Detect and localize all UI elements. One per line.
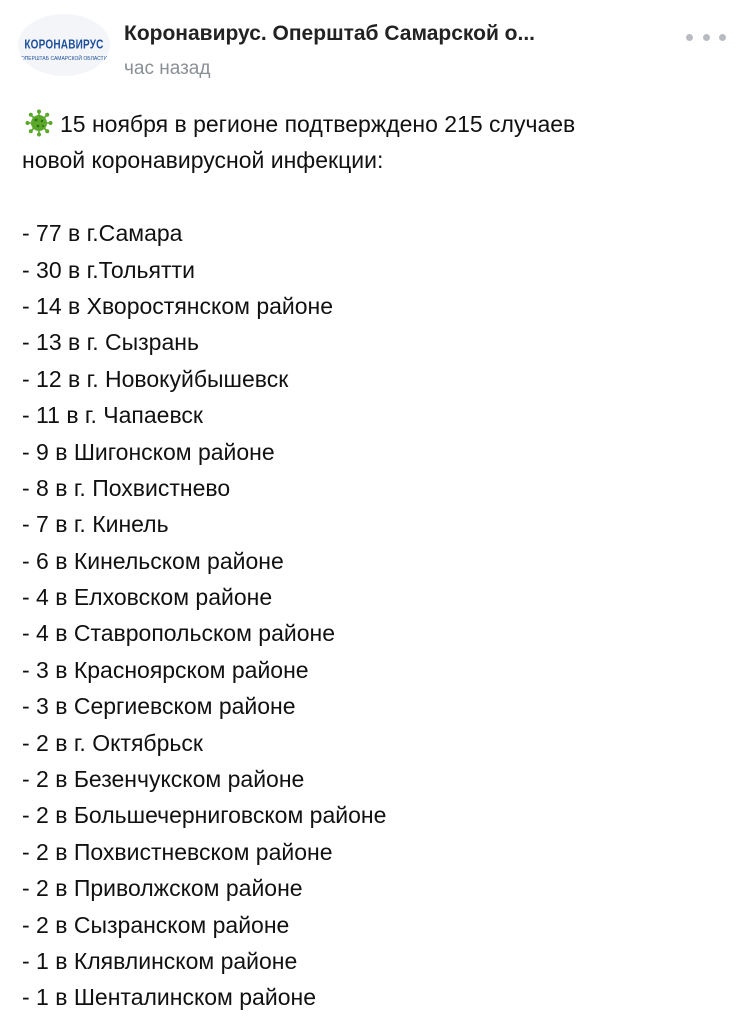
list-item: - 2 в Безенчукском районе (22, 766, 305, 793)
list-item: - 6 в Кинельском районе (22, 547, 284, 574)
list-item: - 3 в Сергиевском районе (22, 693, 296, 720)
post-header (0, 0, 752, 92)
list-item: - 30 в г.Тольятти (22, 256, 195, 283)
list-item: - 2 в Похвистневском районе (22, 838, 333, 865)
more-dot (719, 34, 726, 41)
list-item: - 1 в Клявлинском районе (22, 947, 298, 974)
intro-line-1 (22, 106, 732, 142)
list-item: - 1 в Шенталинском районе (22, 984, 316, 1011)
virus-icon (22, 109, 56, 137)
avatar-logo-title: КОРОНАВИРУС (24, 38, 104, 53)
list-item: - 2 в Приволжском районе (22, 875, 303, 902)
blank-line (22, 179, 732, 215)
list-item: - 11 в г. Чапаевск (22, 402, 203, 429)
post-timestamp[interactable]: час назад (124, 58, 211, 79)
list-item: - 8 в г. Похвистнево (22, 474, 231, 501)
list-item: - 7 в г. Кинель (22, 511, 169, 538)
list-item: - 14 в Хворостянском районе (22, 292, 334, 319)
post-text (22, 106, 732, 1016)
list-item: - 3 в Красноярском районе (22, 656, 309, 683)
list-item: - 2 в г. Октябрьск (22, 729, 203, 756)
intro-text-1: 15 ноября в регионе подтверждено 215 случаев (60, 111, 576, 137)
list-item: - 2 в Сызранском районе (22, 911, 290, 938)
avatar[interactable] (18, 14, 110, 76)
case-list (22, 215, 732, 1016)
list-item: - 9 в Шигонском районе (22, 438, 275, 465)
list-item: - 4 в Ставропольском районе (22, 620, 335, 647)
list-item: - 4 в Елховском районе (22, 584, 273, 611)
more-dot (686, 34, 693, 41)
list-item: - 12 в г. Новокуйбышевск (22, 365, 289, 392)
list-item: - 13 в г. Сызрань (22, 329, 199, 356)
more-horizontal-icon[interactable] (686, 24, 726, 50)
intro-line-2: новой коронавирусной инфекции: (22, 147, 384, 174)
author-name[interactable]: Коронавирус. Оперштаб Самарской о... (124, 22, 536, 45)
more-dot (703, 34, 710, 41)
avatar-logo-subtitle: ОПЕРШТАБ САМАРСКОЙ ОБЛАСТИ (20, 56, 108, 62)
list-item: - 77 в г.Самара (22, 220, 183, 247)
list-item: - 2 в Большечерниговском районе (22, 802, 387, 829)
